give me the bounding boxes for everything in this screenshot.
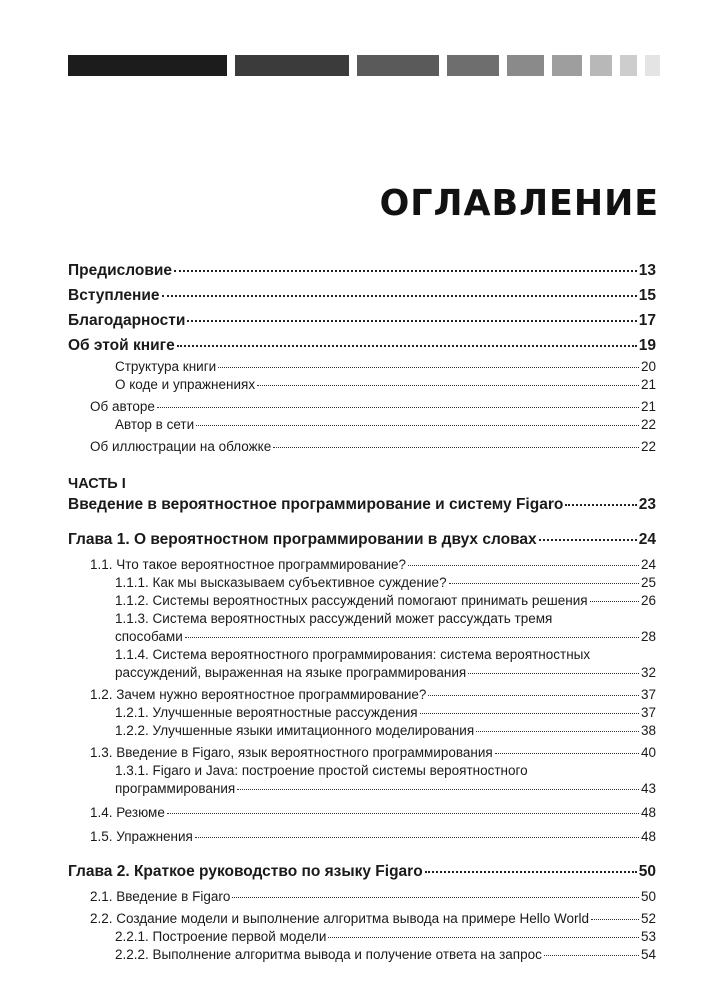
dot-leader [468, 673, 639, 674]
dot-leader [495, 753, 639, 754]
toc-page-number: 50 [640, 889, 656, 904]
toc-page-number: 26 [640, 593, 656, 608]
toc-entry-section-1-5[interactable] [68, 828, 656, 846]
dot-leader [187, 320, 636, 322]
toc-entry-chapter-1[interactable] [68, 528, 656, 552]
toc-entry-title: Автор в сети [115, 417, 195, 432]
header-bar [235, 55, 349, 76]
dot-leader [167, 813, 639, 814]
dot-leader [565, 504, 636, 506]
toc-page-number: 19 [638, 337, 656, 354]
toc-page-number: 43 [640, 781, 656, 796]
dot-leader [196, 425, 639, 426]
toc-entry-title: Об авторе [90, 399, 155, 414]
toc-entry-section-1-3[interactable] [68, 744, 656, 762]
toc-entry-author-online[interactable] [68, 416, 656, 434]
toc-page-number: 37 [640, 687, 656, 702]
dot-leader [157, 407, 639, 408]
toc-entry-title: 1.2.1. Улучшенные вероятностные рассуждения [115, 705, 418, 720]
toc-page-number: 24 [638, 531, 656, 548]
toc-page-number: 53 [640, 929, 656, 944]
toc-entry-title-line: программирования [115, 781, 236, 796]
dot-leader [257, 385, 639, 386]
toc-page-number: 25 [640, 575, 656, 590]
toc-entry-title-line: способами [115, 629, 183, 644]
header-bar [68, 55, 227, 76]
toc-entry-title: 1.4. Резюме [90, 805, 165, 820]
toc-entry-section-1-1-2[interactable] [68, 592, 656, 610]
toc-entry-title: Глава 2. Краткое руководство по языку Figaro [68, 863, 423, 880]
toc-entry-section-1-2[interactable] [68, 686, 656, 704]
toc-entry-cover-illustration[interactable] [68, 438, 656, 456]
toc-entry-section-2-1[interactable] [68, 888, 656, 906]
toc-page-number: 48 [640, 829, 656, 844]
header-bar [552, 55, 582, 76]
toc-page-number: 22 [640, 417, 656, 432]
dot-leader [591, 919, 639, 920]
dot-leader [539, 539, 637, 541]
header-bar [620, 55, 637, 76]
dot-leader [476, 731, 639, 732]
toc-page-number: 13 [638, 262, 656, 279]
toc-entry-section-1-3-1[interactable] [68, 762, 656, 798]
header-bar [357, 55, 439, 76]
header-bar [590, 55, 612, 76]
toc-entry-title: 1.1.2. Системы вероятностных рассуждений помогают принимать решения [115, 593, 588, 608]
toc-entry-title-line: 1.3.1. Figaro и Java: построение простой системы вероятностного [115, 763, 528, 778]
toc-page-number: 37 [640, 705, 656, 720]
toc-entry-section-1-4[interactable] [68, 804, 656, 822]
toc-entry-acknowledgments[interactable] [68, 308, 656, 333]
toc-entry-code-exercises[interactable] [68, 376, 656, 394]
toc-page-number: 21 [640, 377, 656, 392]
toc-page-number: 50 [638, 863, 656, 880]
toc-entry-about-author[interactable] [68, 398, 656, 416]
toc-entry-title: О коде и упражнениях [115, 377, 256, 392]
toc-page-number: 24 [640, 557, 656, 572]
dot-leader [420, 713, 639, 714]
dot-leader [449, 583, 639, 584]
toc-entry-section-1-1-3[interactable] [68, 610, 656, 646]
toc-entry-title-line: рассуждений, выраженная на языке программирования [115, 665, 467, 680]
toc-entry-section-1-1[interactable] [68, 556, 656, 574]
toc-entry-title: Благодарности [68, 312, 186, 329]
toc-entry-title: 1.3. Введение в Figaro, язык вероятностного программирования [90, 745, 493, 760]
toc-entry-section-1-1-1[interactable] [68, 574, 656, 592]
toc-entry-section-1-2-2[interactable] [68, 722, 656, 740]
header-bar [447, 55, 499, 76]
toc-entry-section-2-2-2[interactable] [68, 946, 656, 964]
header-bar [507, 55, 544, 76]
toc-entry-part-1[interactable] [68, 494, 656, 516]
toc-entry-title-line: 1.1.3. Система вероятностных рассуждений может рассуждать тремя [115, 611, 553, 626]
dot-leader [185, 637, 639, 638]
dot-leader [328, 937, 639, 938]
toc-entry-title: Вступление [68, 287, 160, 304]
toc-entry-section-2-2[interactable] [68, 910, 656, 928]
toc-page-number: 48 [640, 805, 656, 820]
toc-entry-title: 2.1. Введение в Figaro [90, 889, 231, 904]
toc-entry-about-book[interactable] [68, 333, 656, 358]
table-of-contents [68, 258, 656, 964]
toc-page-number: 23 [638, 496, 656, 513]
toc-entry-title: 1.2. Зачем нужно вероятностное программирование? [90, 687, 427, 702]
toc-entry-title: 2.2.2. Выполнение алгоритма вывода и получение ответа на запрос [115, 947, 542, 962]
toc-entry-book-structure[interactable] [68, 358, 656, 376]
toc-page-number: 38 [640, 723, 656, 738]
dot-leader [428, 695, 639, 696]
toc-entry-chapter-2[interactable] [68, 860, 656, 884]
toc-entry-title: 1.1. Что такое вероятностное программирование? [90, 557, 407, 572]
toc-entry-title: Об этой книге [68, 337, 175, 354]
dot-leader [218, 367, 639, 368]
toc-entry-title: 1.2.2. Улучшенные языки имитационного моделирования [115, 723, 475, 738]
toc-page-number: 40 [640, 745, 656, 760]
dot-leader [590, 601, 639, 602]
toc-page-number: 15 [638, 287, 656, 304]
toc-page-number: 22 [640, 439, 656, 454]
toc-entry-section-1-2-1[interactable] [68, 704, 656, 722]
toc-entry-title: Об иллюстрации на обложке [90, 439, 272, 454]
toc-page-number: 17 [638, 312, 656, 329]
toc-entry-preface[interactable] [68, 258, 656, 283]
toc-page-number: 52 [640, 911, 656, 926]
toc-entry-title: 2.2. Создание модели и выполнение алгоритма вывода на примере Hello World [90, 911, 589, 926]
dot-leader [544, 955, 639, 956]
header-bar [645, 55, 660, 76]
toc-entry-section-1-1-4[interactable] [68, 646, 656, 682]
toc-entry-title: Введение в вероятностное программирование и систему Figaro [68, 496, 564, 513]
toc-page-number: 21 [640, 399, 656, 414]
dot-leader [425, 871, 637, 873]
dot-leader [273, 447, 639, 448]
toc-page-number: 54 [640, 947, 656, 962]
toc-entry-title: 1.1.1. Как мы высказываем субъективное суждение? [115, 575, 447, 590]
toc-entry-title: 1.5. Упражнения [90, 829, 193, 844]
dot-leader [237, 789, 639, 790]
toc-entry-title: Глава 1. О вероятностном программировании в двух словах [68, 531, 537, 548]
dot-leader [177, 345, 637, 347]
toc-entry-introduction[interactable] [68, 283, 656, 308]
toc-entry-section-2-2-1[interactable] [68, 928, 656, 946]
toc-entry-title: Структура книги [115, 359, 217, 374]
dot-leader [232, 897, 639, 898]
toc-page-number: 32 [640, 665, 656, 680]
part-label: ЧАСТЬ I [68, 476, 126, 492]
toc-page-number: 20 [640, 359, 656, 374]
toc-entry-title: 2.2.1. Построение первой модели [115, 929, 327, 944]
toc-page-number: 28 [640, 629, 656, 644]
toc-entry-title-line: 1.1.4. Система вероятностного программирования: система вероятностных [115, 647, 591, 662]
dot-leader [195, 837, 639, 838]
dot-leader [162, 295, 637, 297]
toc-entry-title: Предисловие [68, 262, 173, 279]
dot-leader [174, 270, 637, 272]
page-title: ОГЛАВЛЕНИЕ [379, 183, 659, 224]
header-decor-bars [68, 55, 660, 76]
dot-leader [408, 565, 639, 566]
